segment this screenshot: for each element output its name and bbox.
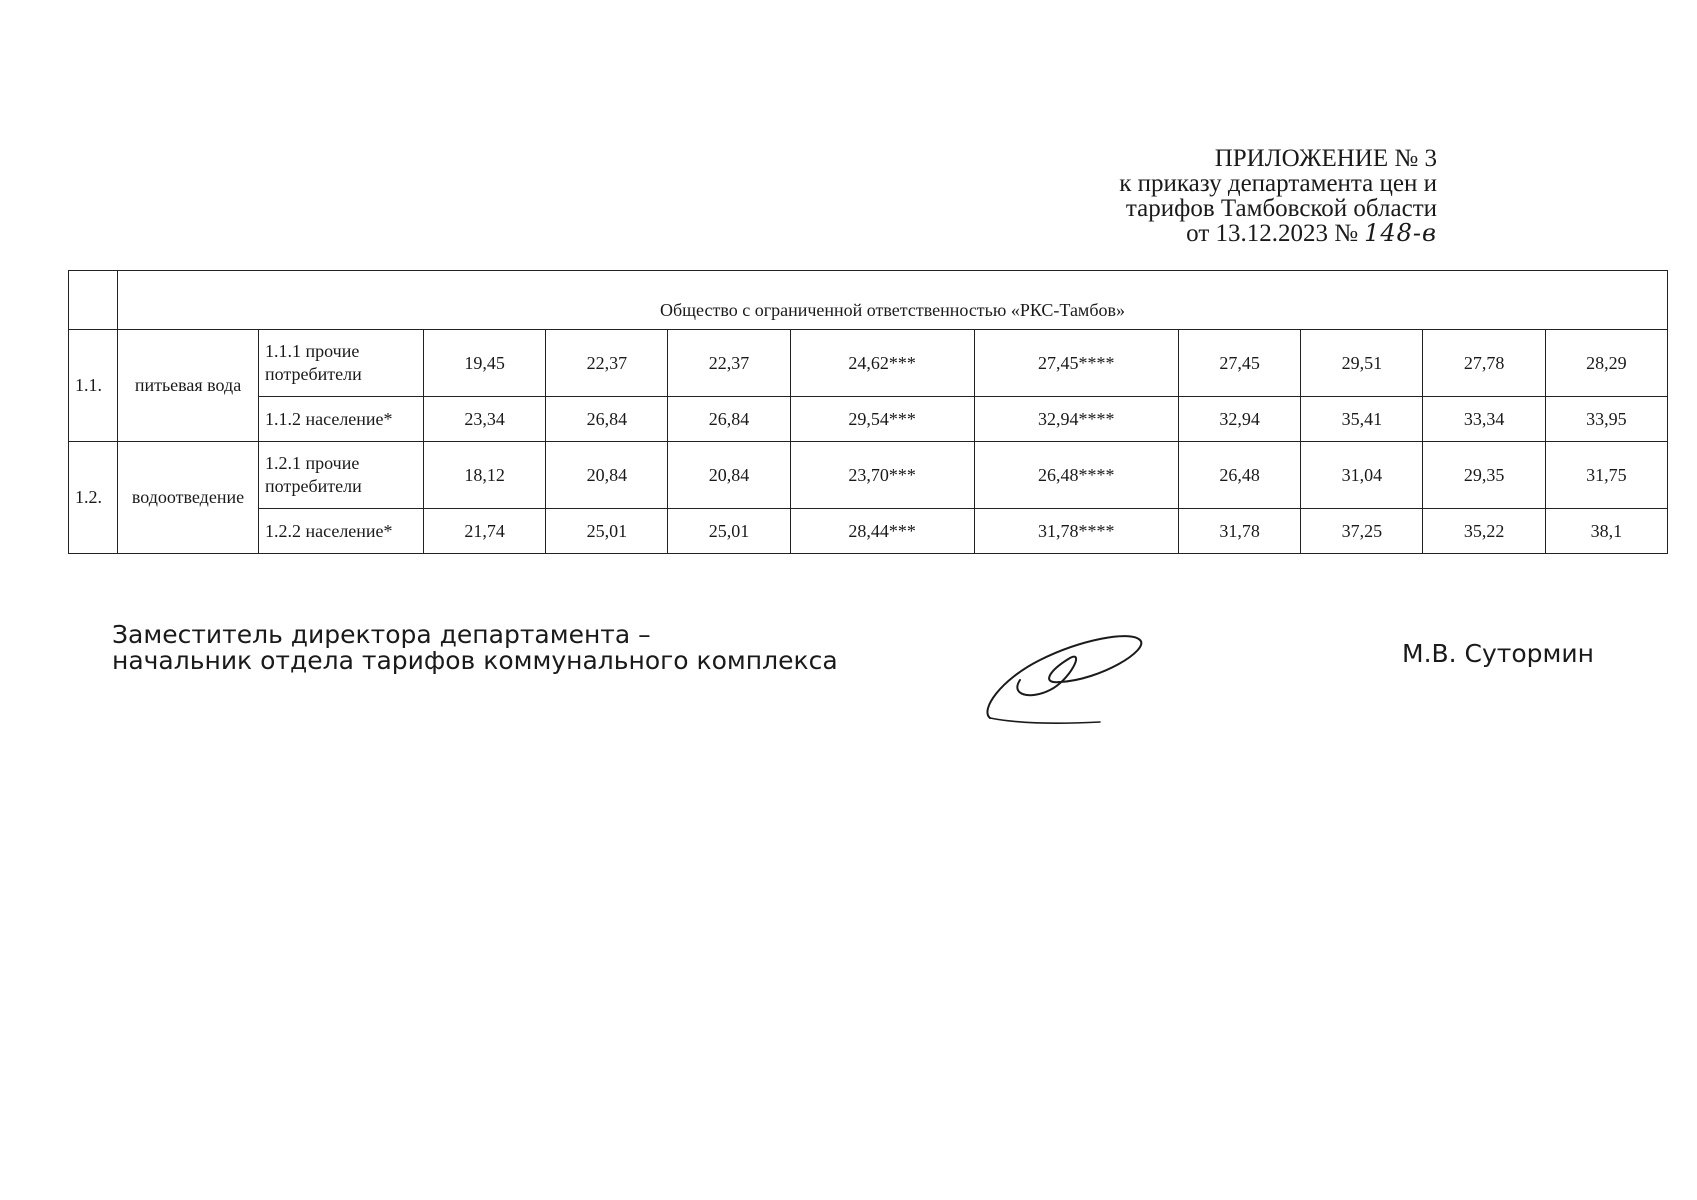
tariff-table [68, 270, 1668, 554]
appendix-line-3: тарифов Тамбовской области [1125, 195, 1437, 222]
tariff-value: 38,1 [1545, 509, 1667, 554]
table-row [69, 509, 1668, 554]
row-number: 1.1. [69, 330, 118, 442]
table-row [69, 442, 1668, 509]
tariff-value: 18,12 [424, 442, 546, 509]
tariff-value: 35,41 [1301, 397, 1423, 442]
tariff-value: 29,51 [1301, 330, 1423, 397]
tariff-value: 23,34 [424, 397, 546, 442]
tariff-value: 25,01 [668, 509, 790, 554]
tariff-value: 35,22 [1423, 509, 1545, 554]
service-name: водоотведение [118, 442, 259, 554]
tariff-value: 26,48 [1179, 442, 1301, 509]
tariff-value: 26,84 [668, 397, 790, 442]
tariff-value: 31,04 [1301, 442, 1423, 509]
position-line-2: начальник отдела тарифов коммунального комплекса [112, 646, 838, 675]
order-number: 148-в [1364, 219, 1437, 247]
tariff-value: 27,78 [1423, 330, 1545, 397]
signatory-name: М.В. Сутормин [1402, 639, 1594, 668]
tariff-value: 31,78**** [974, 509, 1178, 554]
tariff-value: 32,94**** [974, 397, 1178, 442]
consumer-type: 1.2.2 население* [259, 509, 424, 554]
position-line-1: Заместитель директора департамента – [112, 620, 651, 649]
tariff-value: 31,78 [1179, 509, 1301, 554]
company-row [69, 271, 1668, 330]
tariff-value: 26,48**** [974, 442, 1178, 509]
tariff-value: 37,25 [1301, 509, 1423, 554]
tariff-value: 31,75 [1545, 442, 1667, 509]
tariff-value: 26,84 [546, 397, 668, 442]
tariff-value: 28,44*** [790, 509, 974, 554]
tariff-value: 24,62*** [790, 330, 974, 397]
empty-corner-cell [69, 271, 118, 330]
tariff-value: 28,29 [1545, 330, 1667, 397]
consumer-type: 1.2.1 прочие потребители [259, 442, 424, 509]
signatory-position [112, 622, 838, 674]
tariff-value: 19,45 [424, 330, 546, 397]
company-name: Общество с ограниченной ответственностью «РКС-Тамбов» [118, 271, 1668, 330]
tariff-value: 23,70*** [790, 442, 974, 509]
appendix-date-line [1119, 221, 1437, 246]
tariff-value: 25,01 [546, 509, 668, 554]
tariff-value: 27,45**** [974, 330, 1178, 397]
tariff-value: 20,84 [668, 442, 790, 509]
tariff-value: 27,45 [1179, 330, 1301, 397]
table-row [69, 397, 1668, 442]
appendix-title: ПРИЛОЖЕНИЕ № 3 [1214, 145, 1437, 172]
tariff-value: 21,74 [424, 509, 546, 554]
handwritten-signature [980, 620, 1150, 730]
table-row [69, 330, 1668, 397]
appendix-header [1119, 146, 1437, 246]
tariff-value: 22,37 [668, 330, 790, 397]
tariff-value: 29,35 [1423, 442, 1545, 509]
tariff-value: 29,54*** [790, 397, 974, 442]
service-name: питьевая вода [118, 330, 259, 442]
row-number: 1.2. [69, 442, 118, 554]
appendix-line-2: к приказу департамента цен и [1119, 170, 1437, 197]
appendix-date: от 13.12.2023 № [1186, 220, 1359, 247]
consumer-type: 1.1.2 население* [259, 397, 424, 442]
tariff-value: 22,37 [546, 330, 668, 397]
tariff-value: 33,95 [1545, 397, 1667, 442]
tariff-value: 32,94 [1179, 397, 1301, 442]
tariff-value: 33,34 [1423, 397, 1545, 442]
consumer-type: 1.1.1 прочие потребители [259, 330, 424, 397]
tariff-value: 20,84 [546, 442, 668, 509]
